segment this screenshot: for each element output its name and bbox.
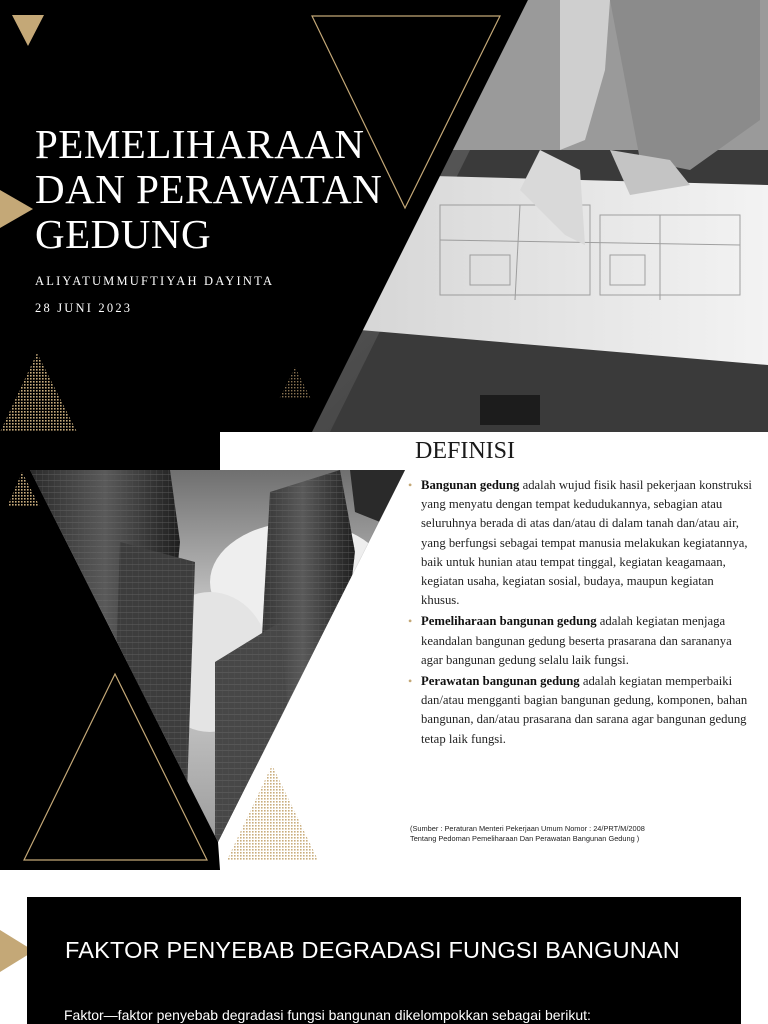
title-line: PEMELIHARAAN: [35, 121, 365, 167]
title-slide: [0, 0, 768, 432]
source-line: Tentang Pedoman Pemeliharaan Dan Perawatan Bangunan Gedung ): [410, 834, 640, 843]
dotted-triangle-large: [0, 353, 77, 432]
source-line: (Sumber : Peraturan Menteri Pekerjaan Umum Nomor : 24/PRT/M/2008: [410, 824, 645, 833]
factors-heading: FAKTOR PENYEBAB DEGRADASI FUNGSI BANGUNAN: [65, 937, 680, 963]
definition-slide: [0, 432, 768, 870]
presentation-date: 28 JUNI 2023: [35, 301, 133, 315]
definition-text: adalah wujud fisik hasil pekerjaan konstruksi yang menyatu dengan tempat kedudukannya, sebagian atau seluruhnya berada di atas dan/atau di dalam tanah dan/atau air, yang berfungsi sebagai tempat manusia melakukan kegiatannya, baik untuk hunian atau tempat tinggal, kegiatan keagamaan, kegiatan usaha, kegiatan sosial, budaya, maupun kegiatan khusus.: [421, 478, 752, 608]
author-name: ALIYATUMMUFTIYAH DAYINTA: [35, 274, 275, 288]
definition-term: Pemeliharaan bangunan gedung: [421, 614, 597, 629]
list-item: [407, 476, 753, 610]
bullet-icon: •: [408, 614, 413, 629]
factors-slide: [27, 897, 741, 1024]
bullet-icon: •: [408, 478, 413, 492]
definition-text: adalah kegiatan menjaga keandalan bangunan gedung beserta prasarana dan sarananya agar bangunan gedung selalu laik fungsi.: [421, 614, 732, 667]
title-line: GEDUNG: [35, 211, 212, 257]
bullet-icon: •: [408, 674, 413, 689]
gold-triangle-top: [12, 15, 44, 46]
definition-term: Perawatan bangunan gedung: [421, 674, 580, 689]
definition-list: [407, 476, 753, 751]
definition-term: Bangunan gedung: [421, 478, 520, 492]
presentation-title: [35, 122, 415, 257]
definition-text: adalah kegiatan memperbaiki dan/atau mengganti bagian bangunan gedung, komponen, bahan bangunan, dan/atau prasarana dan sarana agar bangunan gedung tetap laik fungsi.: [421, 674, 748, 746]
gold-triangle-left: [0, 190, 33, 228]
list-item: [407, 672, 753, 749]
factors-intro-text: Faktor—faktor penyebab degradasi fungsi bangunan dikelompokkan sebagai berikut:: [64, 1007, 591, 1023]
definition-heading: DEFINISI: [415, 438, 515, 464]
source-citation: [410, 824, 740, 844]
dotted-triangle-small: [279, 367, 311, 399]
list-item: [407, 612, 753, 670]
title-line: DAN PERAWATAN: [35, 166, 383, 212]
